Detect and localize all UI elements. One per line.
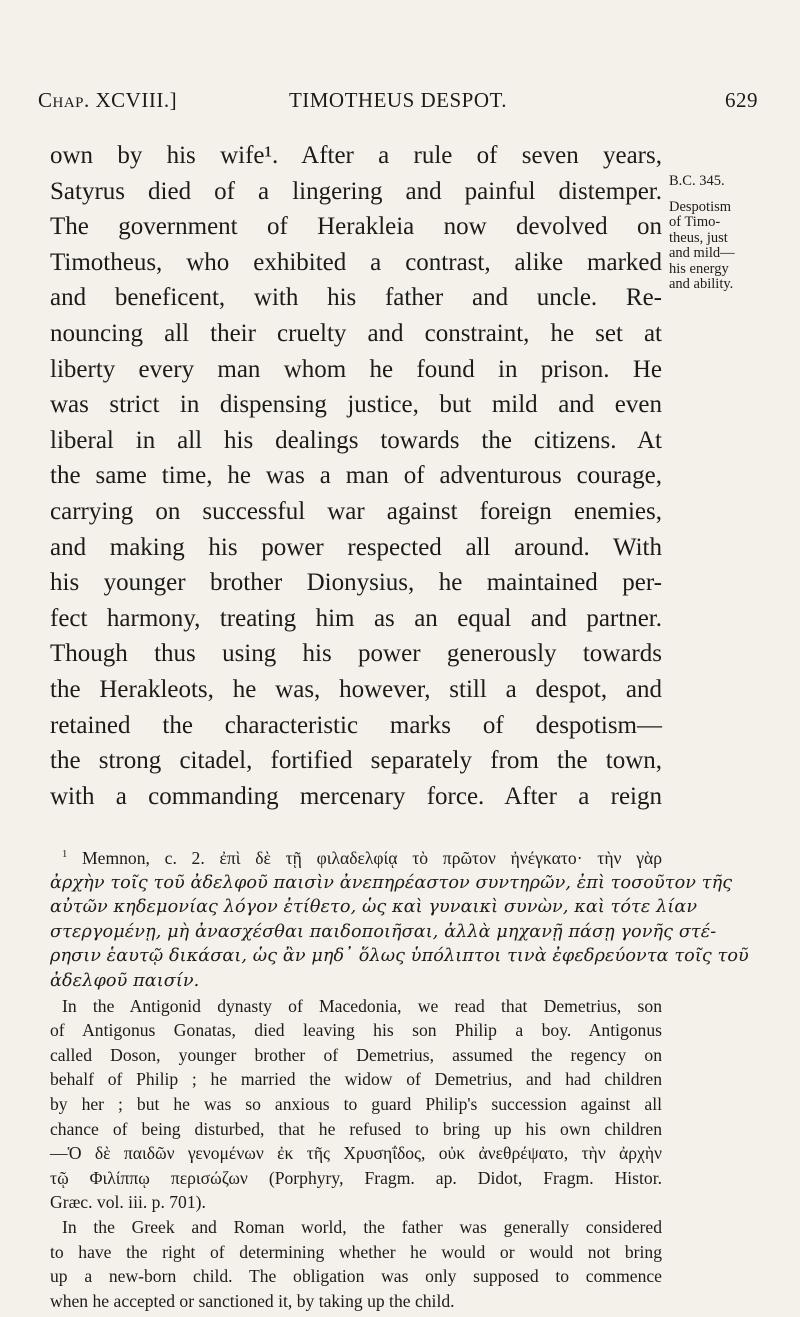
body-line: liberal in all his dealings towards the citizens. At (50, 426, 662, 454)
footnote-line: chance of being disturbed, that he refused to bring up his own children (50, 1118, 662, 1139)
footnote-greek-line: ρησιν ἑαυτῷ δικάσαι, ὡς ἂν μηδ᾽ ὅλως ὑπόλιπτοι τινὰ ἐφεδρεύοντα τοῖς τοῦ (50, 946, 749, 967)
body-line: Satyrus died of a lingering and painful distemper. (50, 177, 662, 205)
footnote-greek-line: ἀρχὴν τοῖς τοῦ ἀδελφοῦ παισὶν ἀνεπηρέαστον συντηρῶν, ἐπὶ τοσοῦτον τῆς (50, 872, 733, 893)
body-line: The government of Herakleia now devolved on (50, 213, 662, 241)
body-line: nouncing all their cruelty and constraint, he set at (50, 319, 662, 347)
footnote-line: τῷ Φιλίππῳ περισώζων (Porphyry, Fragm. ap. Didot, Fragm. Histor. (50, 1167, 662, 1188)
footnote-line: called Doson, younger brother of Demetrius, assumed the regency on (50, 1044, 662, 1065)
footnote-line: In the Antigonid dynasty of Macedonia, we read that Demetrius, son (62, 995, 662, 1016)
body-line: the strong citadel, fortified separately from the town, (50, 747, 662, 775)
footnote-line: up a new-born child. The obligation was only supposed to commence (50, 1266, 662, 1287)
body-line: and making his power respected all around. With (50, 533, 662, 561)
running-title: TIMOTHEUS DESPOT. (288, 88, 508, 112)
body-line: and beneficent, with his father and uncle. Re- (50, 284, 662, 312)
footnote-line: —Ὁ δὲ παιδῶν γενομένων ἐκ τῆς Χρυσηΐδος, οὐκ ἀνεθρέψατο, τὴν ἀρχὴν (50, 1143, 662, 1164)
body-line: fect harmony, treating him as an equal and partner. (50, 604, 662, 632)
footnote-greek-line: ἀδελφοῦ παισίν. (50, 970, 200, 991)
body-line: with a commanding mercenary force. After a reign (50, 782, 662, 810)
body-text (50, 138, 662, 814)
margin-note-line: and ability. (669, 276, 734, 292)
body-line: retained the characteristic marks of despotism— (50, 711, 662, 739)
margin-note (669, 174, 769, 293)
footnote-line: behalf of Philip ; he married the widow of Demetrius, and had children (50, 1069, 662, 1090)
footnote-marker: 1 (62, 849, 68, 861)
footnote-greek-line: αὐτῶν κηδεμονίας λόγον ἐτίθετο, ὡς καὶ γυναικὶ συνὼν, καὶ τότε λίαν (50, 897, 698, 918)
margin-note-line: theus, just (669, 229, 728, 246)
body-line: the Herakleots, he was, however, still a despot, and (50, 675, 662, 703)
margin-note-line: Despotism (669, 198, 732, 215)
body-line: Though thus using his power generously towards (50, 640, 662, 668)
body-line: own by his wife¹. After a rule of seven years, (50, 142, 662, 169)
chapter-label: Chap. XCVIII.] (38, 88, 178, 112)
body-line: the same time, he was a man of adventurous courage, (50, 462, 662, 490)
footnote-line (50, 846, 662, 871)
margin-note-line: his energy (669, 260, 729, 277)
body-line: Timotheus, who exhibited a contrast, alike marked (50, 248, 662, 276)
footnote-line: when he accepted or sanctioned it, by taking up the child. (50, 1290, 455, 1311)
body-line: carrying on successful war against foreign enemies, (50, 497, 662, 525)
footnote-line: by her ; but he was so anxious to guard Philip's succession against all (50, 1093, 662, 1114)
footnote-line: In the Greek and Roman world, the father was generally considered (62, 1216, 662, 1237)
margin-note-line: and mild— (669, 245, 735, 261)
footnote-greek-line: Memnon, c. 2. ἐπὶ δὲ τῇ φιλαδελφίᾳ τὸ πρῶτον ἠνέγκατο· τὴν γὰρ (82, 848, 662, 868)
running-header (38, 88, 758, 118)
footnote-line: Græc. vol. iii. p. 701). (50, 1192, 206, 1213)
footnote-line: of Antigonus Gonatas, died leaving his son Philip a boy. Antigonus (50, 1020, 662, 1041)
footnote-line: to have the right of determining whether he would or would not bring (50, 1241, 662, 1262)
margin-note-line: of Timo- (669, 214, 721, 230)
body-line: was strict in dispensing justice, but mild and even (50, 391, 662, 419)
footnote (50, 846, 749, 1313)
body-line: liberty every man whom he found in prison. He (50, 355, 662, 383)
body-line: his younger brother Dionysius, he maintained per- (50, 569, 662, 597)
page-number: 629 (725, 88, 758, 112)
margin-year: B.C. 345. (669, 173, 725, 189)
footnote-greek-line: στεργομένῃ, μὴ ἀνασχέσθαι παιδοποιῆσαι, ἀλλὰ μηχανῇ πάσῃ γονῆς στέ- (50, 921, 717, 942)
